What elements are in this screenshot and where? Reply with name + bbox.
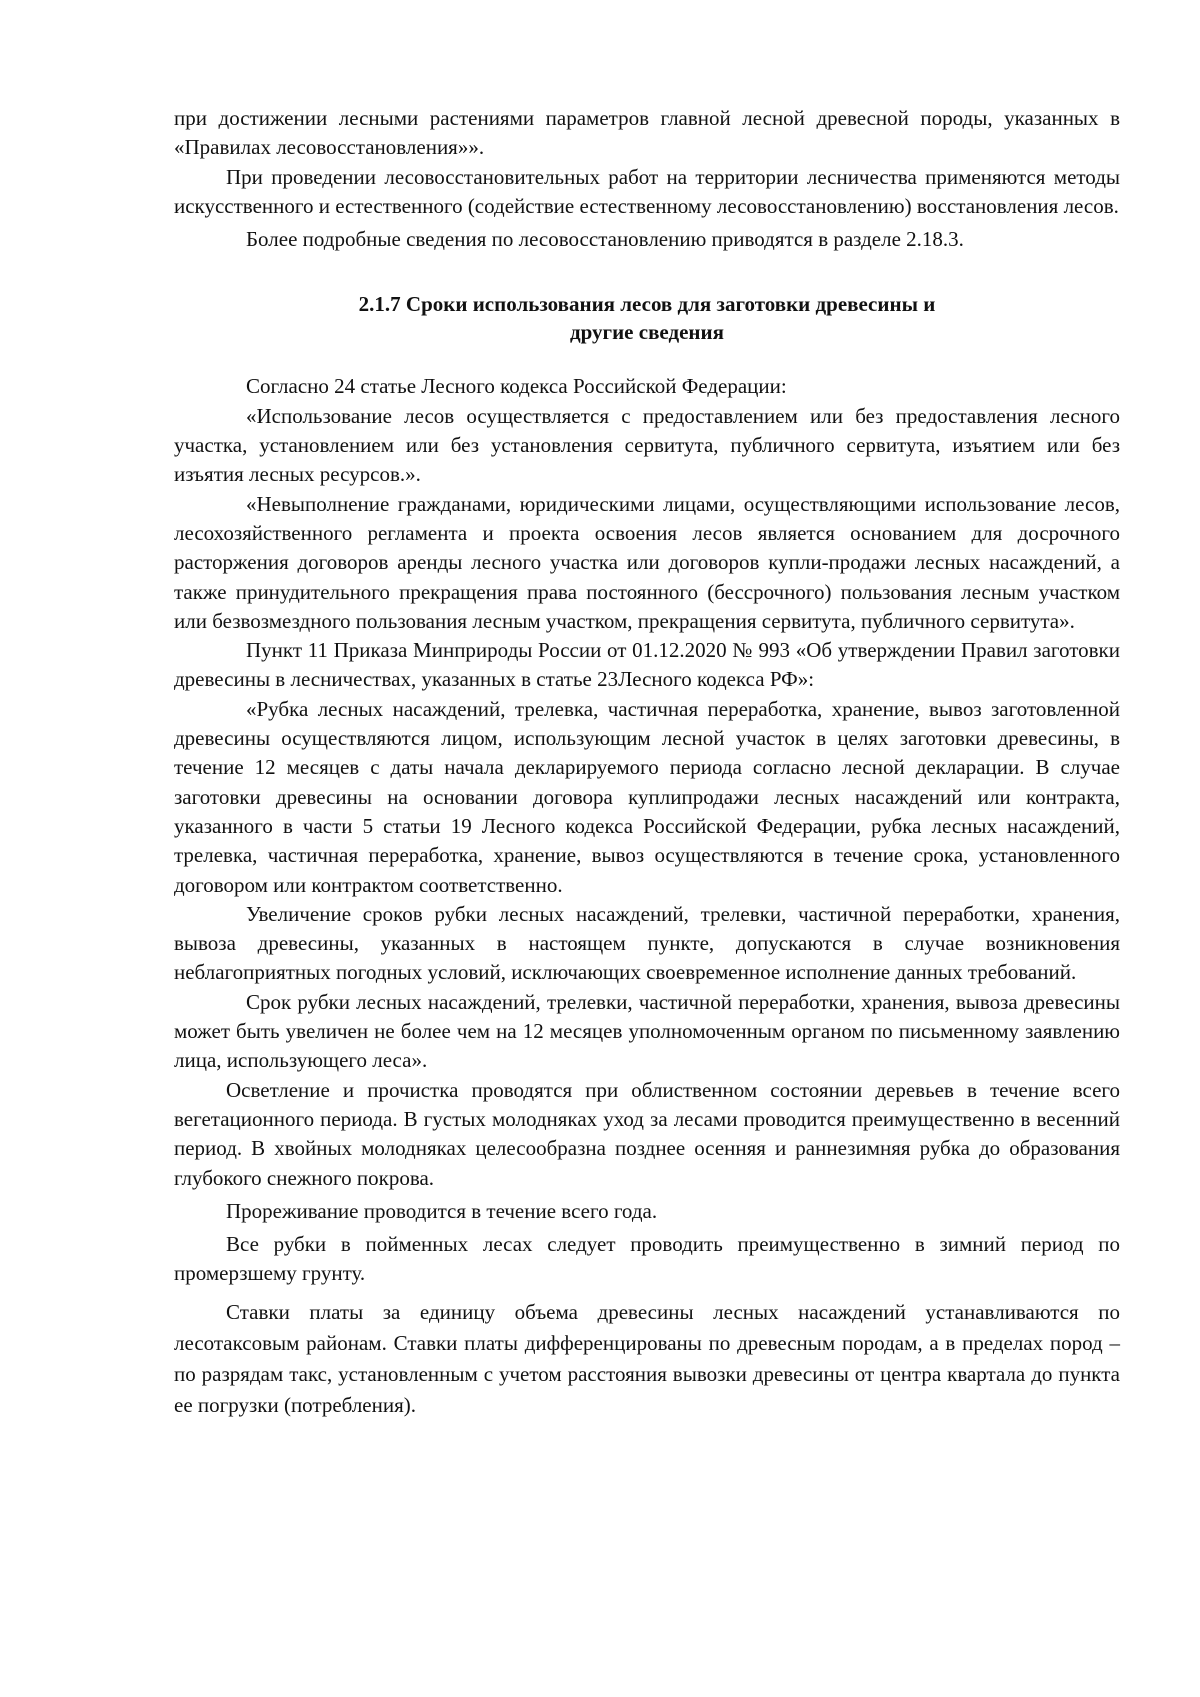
paragraph-forest-code-intro: Согласно 24 статье Лесного кодекса Российской Федерации: xyxy=(246,374,787,399)
paragraph-continuation: при достижении лесными растениями параметров главной лесной древесной породы, указанных в «Правилах лесовосстановления»». xyxy=(174,106,1120,160)
paragraph-non-compliance-quote: «Невыполнение гражданами, юридическими лицами, осуществляющими использование лесов, лесохозяйственного регламента и проекта освоения лесов является основанием для досрочного расторжения договоров аренды лесного участка или договоров купли-продажи лесных насаждений, а также принудительного прекращения права постоянного (бессрочного) пользования лесным участком или безвозмездного пользования лесным участком, прекращения сервитута, публичного сервитута». xyxy=(174,491,1120,633)
section-heading-line-2: другие сведения xyxy=(570,320,724,345)
paragraph-term-extension: Увеличение сроков рубки лесных насаждений, трелевки, частичной переработки, хранения, вывоза древесины, указанных в настоящем пункте, допускаются в случае возникновения неблагоприятных погодных условий, исключающих своевременное исполнение данных требований. xyxy=(174,901,1120,985)
paragraph-extension-limit: Срок рубки лесных насаждений, трелевки, частичной переработки, хранения, вывоза древесины может быть увеличен не более чем на 12 месяцев уполномоченным органом по письменному заявлению лица, использующего леса». xyxy=(174,989,1120,1073)
paragraph-payment-rates: Ставки платы за единицу объема древесины лесных насаждений устанавливаются по лесотаксовым районам. Ставки платы дифференцированы по древесным породам, а в пределах пород – по разрядам такс, установленным с учетом расстояния вывозки древесины от центра квартала до пункта ее погрузки (потребления). xyxy=(174,1299,1120,1417)
document-page xyxy=(174,104,1120,1421)
paragraph-forest-use-quote: «Использование лесов осуществляется с предоставлением или без предоставления лесного участка, установлением или без установления сервитута, публичного сервитута, изъятием или без изъятия лесных ресурсов.». xyxy=(174,403,1120,487)
section-heading-line-1: 2.1.7 Сроки использования лесов для заготовки древесины и xyxy=(358,292,936,317)
paragraph-order-reference: Пункт 11 Приказа Минприроды России от 01.12.2020 № 993 «Об утверждении Правил заготовки древесины в лесничествах, указанных в статье 23Лесного кодекса РФ»: xyxy=(174,638,1120,692)
paragraph-logging-terms-quote: «Рубка лесных насаждений, трелевка, частичная переработка, хранение, вывоз заготовленной древесины осуществляются лицом, использующим лесной участок в целях заготовки древесины, в течение 12 месяцев с даты начала декларируемого периода согласно лесной декларации. В случае заготовки древесины на основании договора куплипродажи лесных насаждений или контракта, указанного в части 5 статьи 19 Лесного кодекса Российской Федерации, рубка лесных насаждений, трелевка, частичная переработка, хранение, вывоз осуществляются в течение срока, установленного договором или контрактом соответственно. xyxy=(174,696,1120,897)
paragraph-reforestation-methods: При проведении лесовосстановительных работ на территории лесничества применяются методы искусственного и естественного (содействие естественному лесовосстановлению) восстановления лесов. xyxy=(174,164,1120,218)
paragraph-floodplain-logging: Все рубки в пойменных лесах следует проводить преимущественно в зимний период по промерзшему грунту. xyxy=(174,1232,1120,1286)
paragraph-reference-section: Более подробные сведения по лесовосстановлению приводятся в разделе 2.18.3. xyxy=(246,227,964,252)
paragraph-thinning: Прореживание проводится в течение всего года. xyxy=(226,1198,658,1223)
section-heading xyxy=(174,290,1120,346)
paragraph-clearing-cleaning: Осветление и прочистка проводятся при облиственном состоянии деревьев в течение всего вегетационного периода. В густых молодняках уход за лесами проводится преимущественно в весенний период. В хвойных молодняках целесообразна позднее осенняя и раннезимняя рубка до образования глубокого снежного покрова. xyxy=(174,1077,1120,1190)
